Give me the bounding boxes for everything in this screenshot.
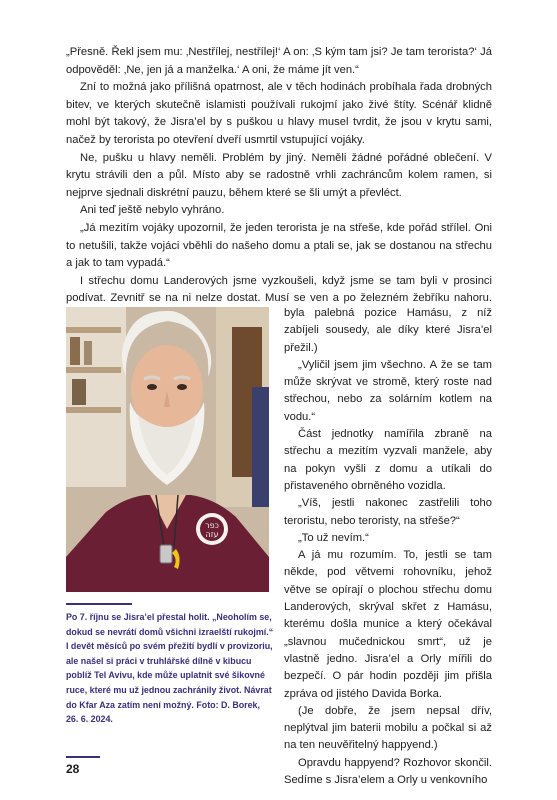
paragraph: A já mu rozumím. To, jestli se tam někde, pod větvemi rohovníku, jehož větve se opírají o plochou střechu domu Landerových, skrýval skřet z Hamásu, kterému došla munice a který očekával „slavnou mučednickou smrt“, už je vlastně jedno. Jisra’el a Orly mířili do bezpečí. O pár hodin později jim přišla zpráva od jistého Davida Borka. — [284, 549, 492, 700]
main-text — [66, 44, 492, 326]
photo-caption: Po 7. říjnu se Jisra’el přestal holit. „Neoholím se, dokud se nevrátí domů všichni izraelští rukojmí.“ I devět měsíců po svém přežití bydlí v provizoriu, ale našel si práci v truhlářské dílně v kibucu poblíž Tel Avivu, kde může uplatnit své šikovné ruce, které mu už jednou zachránily život. Návrat do Kfar Aza zatím není možný. Foto: D. Borek, 26. 6. 2024. — [66, 612, 274, 725]
portrait-photo — [66, 307, 269, 592]
paragraph: Opravdu happyend? Rozhovor skončil. Sedíme s Jisra’elem a Orly u venkovního — [284, 756, 492, 787]
paragraph: Ani teď ještě nebylo vyhráno. — [80, 204, 225, 217]
paragraph: „Já mezitím vojáky upozornil, že jeden terorista je na střeše, kde pořád střílel. Oni to netušili, takže vojáci vběhli do našeho domu a ptali se, jak se dostanou na střechu a jak to tam vypadá.“ — [66, 221, 492, 270]
right-column-text — [284, 305, 492, 789]
caption-divider — [66, 603, 132, 605]
page-number: 28 — [66, 762, 80, 776]
paragraph: „To už nevím.“ — [298, 531, 369, 544]
paragraph: „Vyličil jsem jim všechno. A že se tam může skrývat ve stromě, který roste nad střechou, nebo za solárním kotlem na vodu.“ — [284, 358, 492, 423]
paragraph: „Víš, jestli nakonec zastřelili toho teroristu, nebo teroristy, na střeše?“ — [284, 497, 492, 527]
shirt-logo-text: כפר — [205, 521, 219, 530]
shirt-logo-text: עזה — [205, 530, 219, 539]
paragraph: byla palebná pozice Hamásu, z níž zabíjeli sousedy, ale díky které Jisra’el přežil.) — [284, 307, 492, 354]
paragraph: Ne, pušku u hlavy neměli. Problém by jiný. Neměli žádné pořádné oblečení. V krytu strávili den a půl. Místo aby se radostně vrhli zachráncům kolem ramen, si nejprve sjednali diskrétní pauzu, během které se šli umýt a převléct. — [66, 151, 492, 199]
paragraph: „Přesně. Řekl jsem mu: ‚Nestřílej, nestřílej!‘ A on: ‚S kým tam jsi? Je tam terorista?‘ Já odpověděl: ‚Ne, jen já a manželka.‘ A oni, že máme jít ven.“ — [66, 46, 492, 76]
footer-divider — [66, 756, 100, 758]
paragraph: (Je dobře, že jsem nepsal dřív, neplýtval jim baterii mobilu a počkal si až na ten neuvěřitelný happyend.) — [284, 704, 492, 752]
paragraph: I střechu domu Landerových jsme vyzkoušeli, když jsme se tam byli v prosinci podívat. Zevnitř se na ni nelze dostat. Musí se ven a po železném žebříku nahoru. — [66, 274, 492, 305]
portrait-illustration — [66, 307, 269, 592]
paragraph: Část jednotky namířila zbraně na střechu a mezitím vyzvali manžele, aby na pokyn vyšli z domu a utíkali do přistaveného obrněného vozidla. — [284, 428, 492, 492]
paragraph: Zní to možná jako přílišná opatrnost, ale v těch hodinách probíhala řada drobných bitev, ve kterých skutečně islamisti používali rukojmí jako živé štíty. Scénář klidně mohl být takový, že Jisra’el by s puškou u hlavy musel tvrdit, že jsou v krytu sami, načež by terorista po otevření dveří usmrtil vstupující vojáky. — [66, 81, 492, 146]
